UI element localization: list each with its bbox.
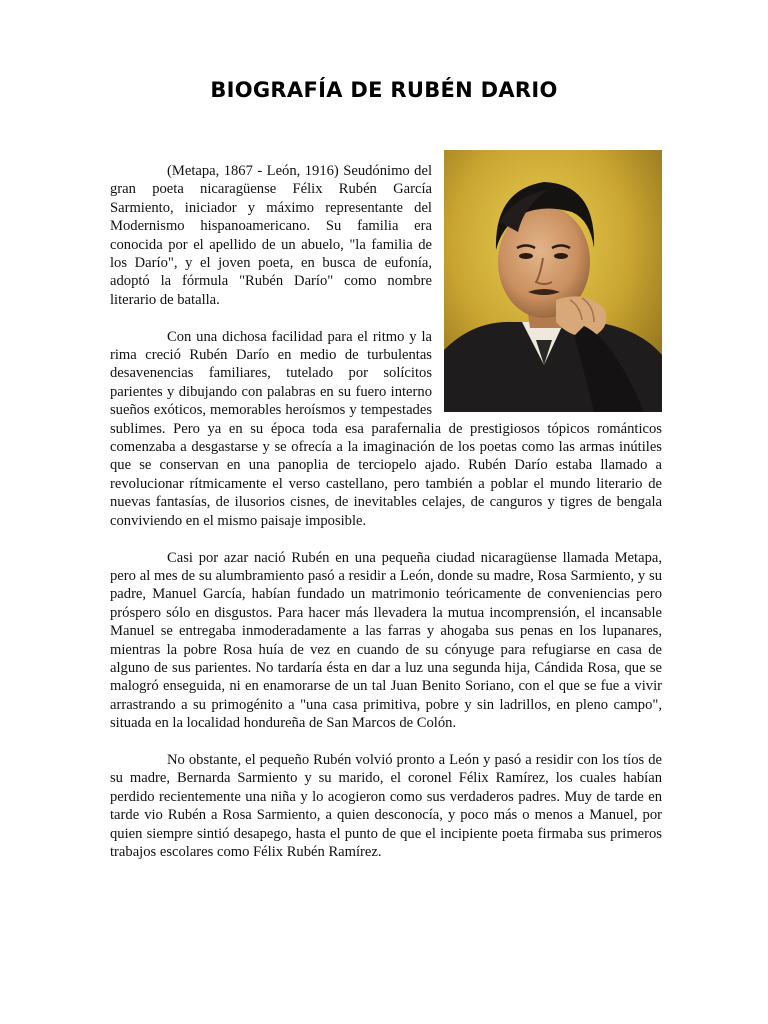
paragraph: (Metapa, 1867 - León, 1916) Seudónimo del gran poeta nicaragüense Félix Rubén García Sarmiento, iniciador y máximo representante del Modernismo hispanoamericano. Su familia era conocida por el apellido de un abuelo, "la familia de los Darío", y el joven poeta, en busca de eufonía, adoptó la fórmula "Rubén Darío" como nombre literario de batalla. xyxy=(110,163,432,308)
portrait-image xyxy=(444,150,662,412)
document-body xyxy=(110,162,662,880)
page-title: BIOGRAFÍA DE RUBÉN DARIO xyxy=(210,78,558,102)
paragraph: Con una dichosa facilidad para el ritmo y la rima creció Rubén Darío en medio de turbulentas desavenencias familiares, tutelado por solícitos parientes y dibujando con palabras en su fuero interno sueños exóticos, memorables heroísmos y tempestades sublimes. Pero ya en su época toda esa parafernalia de prestigiosos tópicos románticos comenzaba a desgastarse y se ofrecía a la imaginación de los poetas como las armas inútiles que se conservan en una panoplia de terciopelo ajado. Rubén Darío estaba llamado a revolucionar rítmicamente el verso castellano, pero también a poblar el mundo literario de nuevas fantasías, de ilusorios cisnes, de inevitables celajes, de canguros y tigres de bengala conviviendo en el mismo paisaje imposible. xyxy=(110,328,662,529)
paragraph: No obstante, el pequeño Rubén volvió pronto a León y pasó a residir con los tíos de su madre, Bernarda Sarmiento y su marido, el coronel Félix Ramírez, los cuales habían perdido recientemente una niña y lo acogieron como sus verdaderos padres. Muy de tarde en tarde vio Rubén a Rosa Sarmiento, a quien desconocía, y poco más o menos a Manuel, por quien siempre sintió desapego, hasta el punto de que el incipiente poeta firmaba sus primeros trabajos escolares como Félix Rubén Ramírez. xyxy=(110,751,662,860)
paragraph: Casi por azar nació Rubén en una pequeña ciudad nicaragüense llamada Metapa, pero al mes de su alumbramiento pasó a residir a León, donde su madre, Rosa Sarmiento, y su padre, Manuel García, habían fundado un matrimonio teóricamente de conveniencias pero próspero sólo en disgustos. Para hacer más llevadera la mutua incomprensión, el incansable Manuel se entregaba inmoderadamente a las farras y ahogaba sus penas en los lupanares, mientras la pobre Rosa huía de vez en cuando de su cónyuge para refugiarse en casa de alguno de sus parientes. No tardaría ésta en dar a luz una segunda hija, Cándida Rosa, que se malogró enseguida, ni en enamorarse de un tal Juan Benito Soriano, con el que se fue a vivir arrastrando a su primogénito a "una casa primitiva, pobre y sin ladrillos, en pleno campo", situada en la localidad hondureña de San Marcos de Colón. xyxy=(110,549,662,732)
portrait-painting xyxy=(444,150,662,412)
